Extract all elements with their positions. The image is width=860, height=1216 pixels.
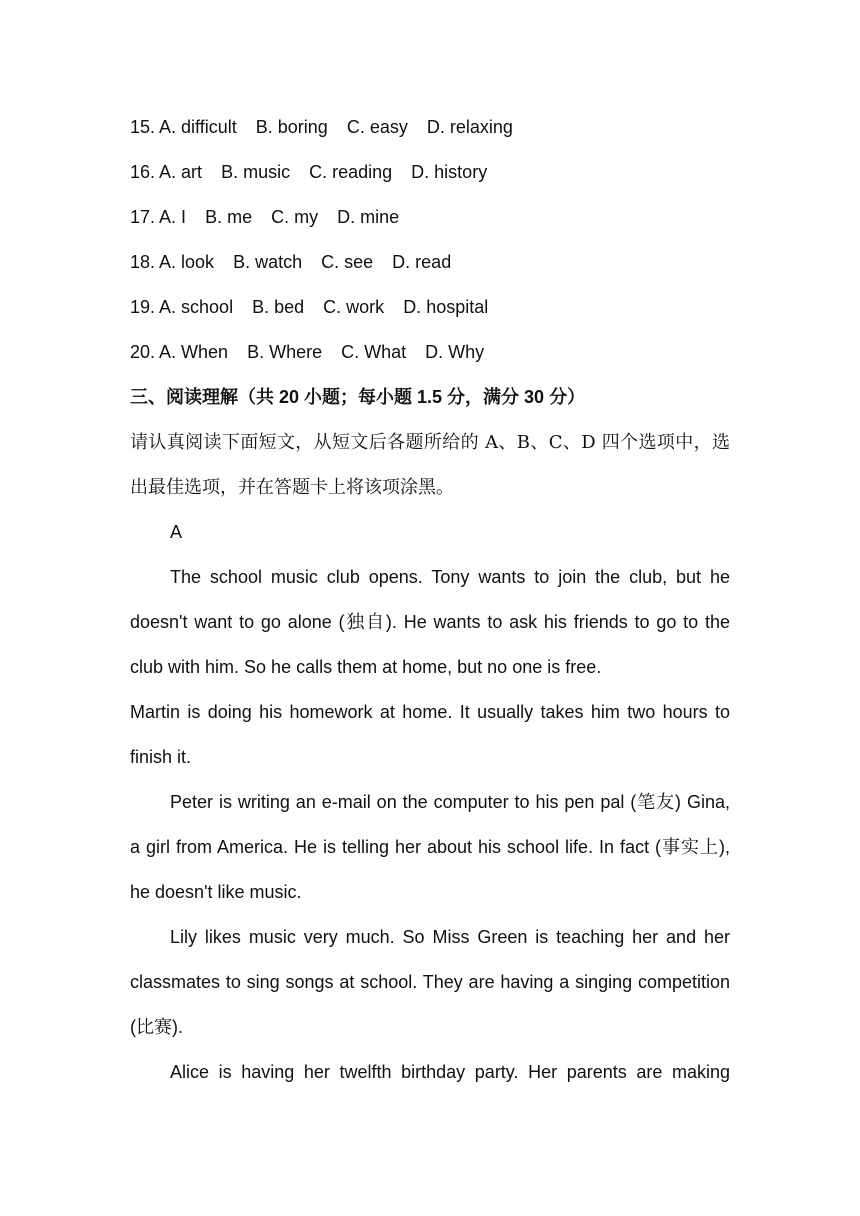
option-a: A. school — [159, 297, 234, 317]
exam-page — [130, 105, 730, 1095]
question-number: 20. — [130, 342, 160, 362]
option-c: C. What — [341, 342, 407, 362]
option-d: D. relaxing — [426, 117, 513, 137]
question-list — [130, 105, 730, 375]
question-19 — [130, 285, 730, 330]
passage-paragraph-4: Lily likes music very much. So Miss Green is teaching her and her classmates to sing songs at school. They are having a singing competition (比赛). — [130, 927, 730, 1037]
option-b: B. boring — [255, 117, 328, 137]
passage-paragraph-2: Martin is doing his homework at home. It usually takes him two hours to finish it. — [130, 702, 730, 767]
option-a: A. When — [159, 342, 229, 362]
question-number: 18. — [130, 252, 160, 272]
option-c: C. reading — [309, 162, 393, 182]
section-instructions: 请认真阅读下面短文，从短文后各题所给的 A、B、C、D 四个选项中，选出最佳选项，并在答题卡上将该项涂黑。 — [130, 432, 730, 498]
option-d: D. hospital — [403, 297, 489, 317]
option-d: D. history — [411, 162, 488, 182]
option-b: B. Where — [247, 342, 323, 362]
passage-paragraph-5: Alice is having her twelfth birthday party. Her parents are making — [170, 1062, 730, 1082]
passage-label: A — [170, 522, 183, 542]
option-d: D. read — [392, 252, 452, 272]
option-a: A. difficult — [159, 117, 237, 137]
passage-paragraph-1: The school music club opens. Tony wants to join the club, but he doesn't want to go alone (独自). He wants to ask his friends to go to the club with him. So he calls them at home, but no one is free. — [130, 567, 730, 677]
passage-paragraph-3: Peter is writing an e-mail on the computer to his pen pal (笔友) Gina, a girl from America. He is telling her about his school life. In fact (事实上), he doesn't like music. — [130, 792, 730, 902]
option-b: B. watch — [233, 252, 303, 272]
option-c: C. see — [321, 252, 374, 272]
question-number: 15. — [130, 117, 160, 137]
question-15 — [130, 105, 730, 150]
option-c: C. easy — [346, 117, 408, 137]
option-c: C. work — [323, 297, 385, 317]
question-18 — [130, 240, 730, 285]
option-b: B. me — [205, 207, 253, 227]
option-a: A. look — [159, 252, 215, 272]
option-d: D. mine — [337, 207, 400, 227]
option-b: B. music — [221, 162, 291, 182]
question-17 — [130, 195, 730, 240]
question-20 — [130, 330, 730, 375]
question-number: 16. — [130, 162, 160, 182]
question-number: 19. — [130, 297, 160, 317]
question-number: 17. — [130, 207, 160, 227]
option-d: D. Why — [425, 342, 485, 362]
option-b: B. bed — [252, 297, 305, 317]
option-a: A. I — [159, 207, 187, 227]
question-16 — [130, 150, 730, 195]
section-title: 三、阅读理解（共 20 小题；每小题 1.5 分，满分 30 分） — [130, 387, 586, 407]
option-c: C. my — [271, 207, 319, 227]
option-a: A. art — [159, 162, 203, 182]
